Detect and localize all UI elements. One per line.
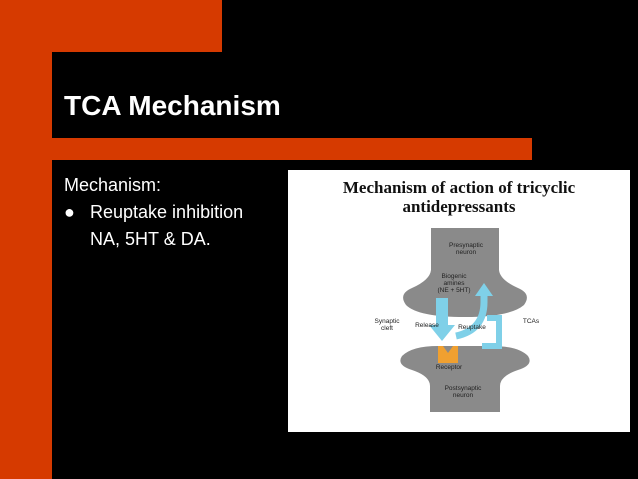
figure-title-line1: Mechanism of action of tricyclic	[342, 178, 576, 197]
slide-title: TCA Mechanism	[64, 90, 281, 121]
reuptake-label: Reuptake	[458, 324, 486, 331]
tca-block-marker	[482, 318, 499, 346]
title-underline-rule	[52, 138, 532, 160]
slide-body	[64, 172, 243, 253]
biogenic-amines-label: Biogenic amines (NE + 5HT)	[437, 273, 471, 294]
tca-mechanism-figure	[288, 170, 630, 432]
postsynaptic-label: Postsynaptic neuron	[444, 385, 482, 399]
synaptic-cleft-label: Synaptic cleft	[374, 318, 400, 332]
postsynaptic-neuron-shape	[400, 346, 529, 412]
bullet-item	[64, 199, 243, 226]
intro-text: Mechanism:	[64, 175, 162, 195]
bullet-subtext: NA, 5HT & DA.	[90, 229, 211, 249]
receptor-label: Receptor	[435, 364, 463, 371]
release-label: Release	[415, 322, 439, 329]
figure-title-line2: antidepressants	[402, 197, 516, 216]
bullet-text: Reuptake inhibition	[90, 202, 244, 222]
presynaptic-label: Presynaptic neuron	[449, 242, 483, 256]
background-orange-strip	[0, 0, 52, 479]
bullet-icon: ●	[64, 202, 75, 222]
tcas-label: TCAs	[522, 318, 540, 325]
